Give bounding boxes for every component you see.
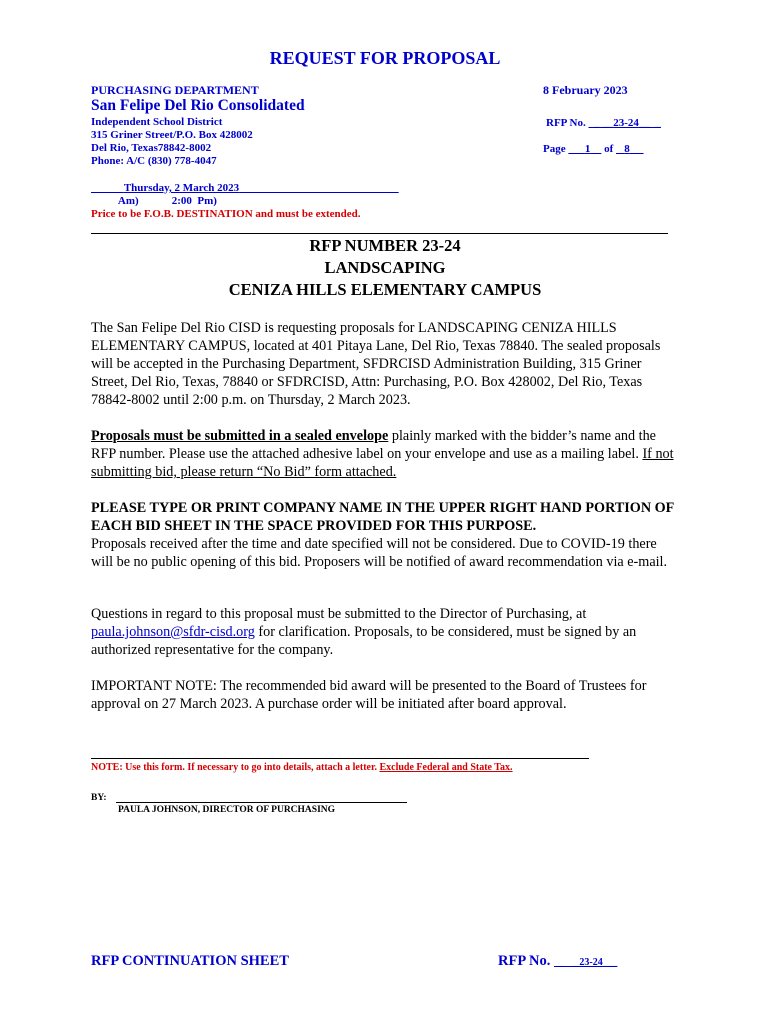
company-name-paragraph	[91, 499, 677, 571]
continuation-sheet-label: RFP CONTINUATION SHEET	[91, 953, 289, 969]
page-label: Page	[543, 143, 566, 155]
header-divider	[91, 233, 668, 234]
fob-notice: Price to be F.O.B. DESTINATION and must be extended.	[91, 208, 361, 220]
purchasing-email-link[interactable]: paula.johnson@sfdr-cisd.org	[91, 624, 255, 640]
signature-by-label: BY:	[91, 793, 107, 803]
rfp-number-heading: RFP NUMBER 23-24	[309, 236, 461, 255]
due-time: 2:00 Pm)	[171, 195, 217, 207]
rfp-number-field: RFP No. _ __23-24__ _	[546, 117, 661, 129]
footer-rfp-label: RFP No.	[498, 953, 551, 969]
campus-heading: CENIZA HILLS ELEMENTARY CAMPUS	[228, 280, 542, 299]
address-line-4: Phone: A/C (830) 778-4047	[91, 155, 217, 167]
address-line-1: Independent School District	[91, 116, 223, 128]
project-heading: LANDSCAPING	[324, 258, 446, 277]
note-divider	[91, 758, 589, 759]
submission-paragraph	[91, 427, 677, 481]
due-time-line	[91, 195, 217, 207]
form-note	[91, 762, 513, 773]
address-line-2: 315 Griner Street/P.O. Box 428002	[91, 129, 253, 141]
intro-paragraph: The San Felipe Del Rio CISD is requesting proposals for LANDSCAPING CENIZA HILLS ELEMENTARY CAMPUS, located at 401 Pitaya Lane, Del Rio, Texas 78840. The sealed proposals will be accepted in the Purchasing Department, SFDRCISD Administration Building, 315 Griner Street, Del Rio, Texas, 78840 or SFDRCISD, Attn: Purchasing, P.O. Box 428002, Del Rio, Texas 78842-8002 until 2:00 p.m. on Thursday, 2 March 2023.	[91, 320, 661, 408]
address-line-3: Del Rio, Texas78842-8002	[91, 142, 212, 154]
note-label: NOTE:	[91, 762, 123, 773]
document-title: REQUEST FOR PROPOSAL	[269, 48, 501, 68]
issue-date: 8 February 2023	[543, 83, 628, 97]
questions-paragraph	[91, 605, 677, 659]
signer-name: PAULA JOHNSON, DIRECTOR OF PURCHASING	[118, 805, 336, 815]
note-text: Use this form. If necessary to go into details, attach a letter.	[122, 762, 380, 773]
page-of-label: of	[604, 143, 614, 155]
late-proposal-text: Proposals received after the time and date specified will not be considered. Due to COVID-19 there will be no public opening of this bid. Proposers will be notified of award recommendation via e-mail.	[91, 536, 668, 570]
important-note-paragraph: IMPORTANT NOTE: The recommended bid award will be presented to the Board of Trustees for approval on 27 March 2023. A purchase order will be initiated after board approval.	[91, 678, 647, 712]
due-time-prefix: Am)	[117, 195, 139, 207]
submission-text: plainly marked with the bidder’s name and the RFP number. Please use the attached adhesive label on your envelope and use as a mailing label.	[91, 428, 656, 462]
footer-rfp-value: 23-24	[579, 957, 603, 968]
sealed-envelope-notice: Proposals must be submitted in a sealed envelope	[91, 428, 389, 444]
footer-rfp-number: RFP No. _ _23-24__	[498, 953, 618, 969]
due-date-line	[91, 182, 399, 194]
signature-line	[116, 802, 407, 803]
rfp-number-label: RFP No.	[546, 117, 586, 129]
page-total: 8	[624, 143, 630, 155]
rfp-number-value: 23-24	[613, 117, 639, 129]
questions-text: Questions in regard to this proposal must be submitted to the Director of Purchasing, at	[91, 606, 587, 622]
page-current: 1	[584, 143, 591, 155]
department-label: PURCHASING DEPARTMENT	[91, 83, 259, 97]
district-name: San Felipe Del Rio Consolidated	[91, 97, 305, 114]
due-date: Thursday, 2 March 2023	[123, 182, 240, 194]
tax-exclusion-note: Exclude Federal and State Tax.	[379, 762, 513, 773]
no-bid-notice: If not submitting bid, please return “No Bid” form attached.	[91, 446, 674, 480]
questions-text-end: for clarification. Proposals, to be considered, must be signed by an authorized representative for the company.	[91, 624, 637, 658]
company-name-instruction: PLEASE TYPE OR PRINT COMPANY NAME IN THE UPPER RIGHT HAND PORTION OF EACH BID SHEET IN THE SPACE PROVIDED FOR THIS PURPOSE.	[91, 500, 674, 534]
page-count-field	[543, 143, 644, 155]
